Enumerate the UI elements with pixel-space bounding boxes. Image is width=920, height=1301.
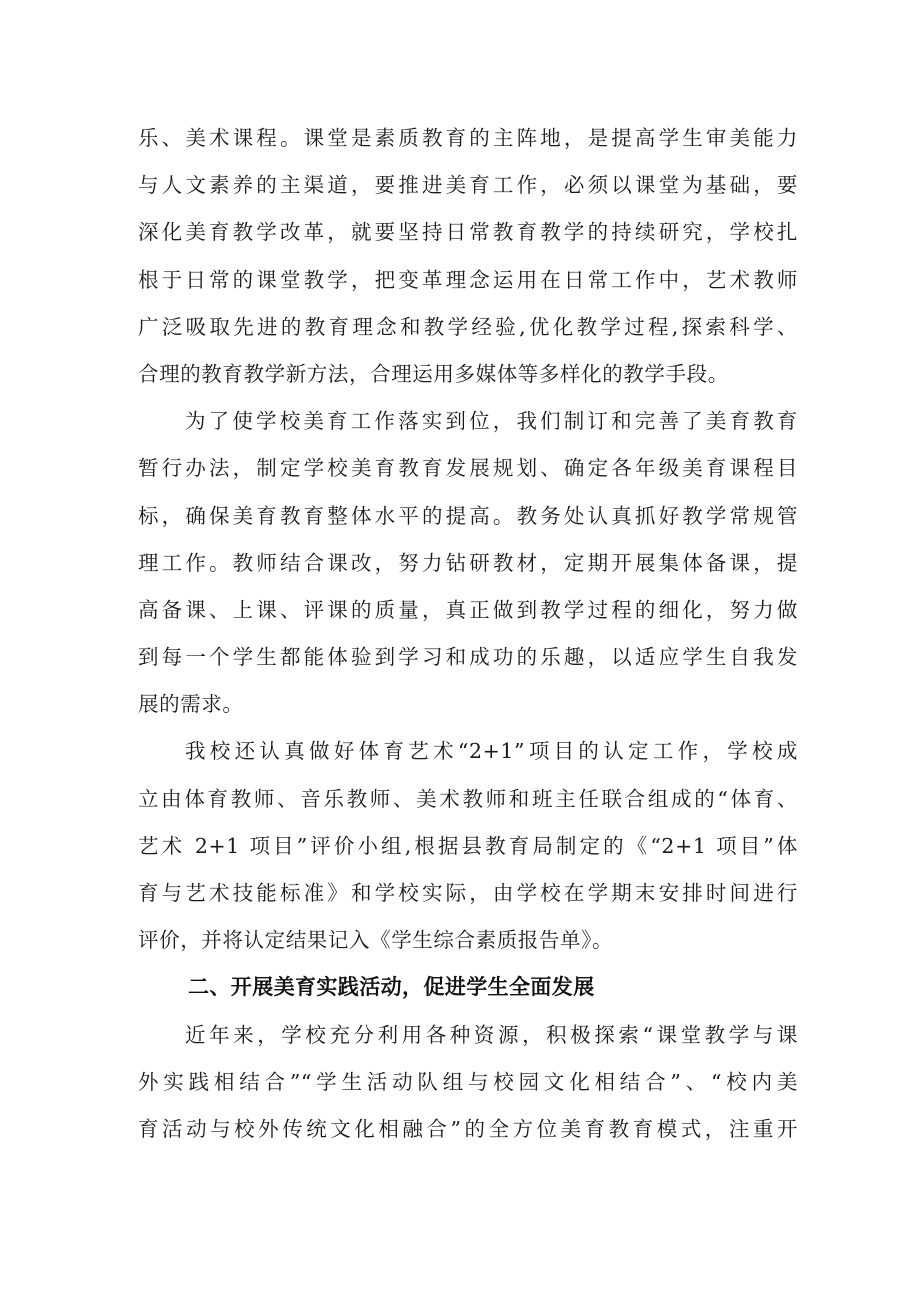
- text-line: 育与艺术技能标准》和学校实际，由学校在学期末安排时间进行: [138, 881, 798, 905]
- text-line: 展的需求。: [138, 692, 244, 717]
- text-line: 外实践相结合”“学生活动队组与校园文化相结合”、“校内美: [138, 1069, 798, 1094]
- text-line: 广泛吸取先进的教育理念和教学经验,优化教学过程,探索科学、: [138, 314, 798, 339]
- text-line: 标，确保美育教育整体水平的提高。教务处认真抓好教学常规管: [138, 503, 798, 528]
- text-line: 高备课、上课、评课的质量，真正做到教学过程的细化，努力做: [138, 597, 798, 622]
- paragraph: [138, 398, 798, 728]
- text-line: 评价，并将认定结果记入《学生综合素质报告单》。: [138, 928, 614, 953]
- text-line: 根于日常的课堂教学，把变革理念运用在日常工作中，艺术教师: [138, 267, 798, 292]
- text-line: 立由体育教师、音乐教师、美术教师和班主任联合组成的“体育、: [138, 786, 798, 811]
- text-line: 与人文素养的主渠道，要推进美育工作，必须以课堂为基础，要: [138, 173, 798, 198]
- text-line: 理工作。教师结合课改，努力钻研教材，定期开展集体备课，提: [138, 550, 798, 575]
- document-body: [138, 115, 798, 1153]
- text-line: 近年来，学校充分利用各种资源，积极探索“课堂教学与课: [185, 1022, 798, 1047]
- paragraph: [138, 115, 798, 398]
- text-line: 到每一个学生都能体验到学习和成功的乐趣，以适应学生自我发: [138, 645, 798, 670]
- text-line: 我校还认真做好体育艺术“2+1”项目的认定工作，学校成: [185, 739, 798, 764]
- text-line: 暂行办法，制定学校美育教育发展规划、确定各年级美育课程目: [138, 456, 798, 481]
- paragraph: [138, 728, 798, 964]
- text-line: 为了使学校美育工作落实到位，我们制订和完善了美育教育: [185, 409, 798, 434]
- text-line: 艺术 2+1 项目”评价小组,根据县教育局制定的《“2+1 项目”体: [138, 833, 798, 858]
- text-line: 合理的教育教学新方法，合理运用多媒体等多样化的教学手段。: [138, 361, 729, 386]
- paragraph: [138, 1012, 798, 1154]
- text-line: 育活动与校外传统文化相融合”的全方位美育教育模式，注重开: [138, 1116, 798, 1141]
- text-line: 深化美育教学改革，就要坚持日常教育教学的持续研究，学校扎: [138, 220, 798, 245]
- section-heading: 二、开展美育实践活动，促进学生全面发展: [188, 975, 595, 1000]
- text-line: 乐、美术课程。课堂是素质教育的主阵地，是提高学生审美能力: [138, 126, 798, 150]
